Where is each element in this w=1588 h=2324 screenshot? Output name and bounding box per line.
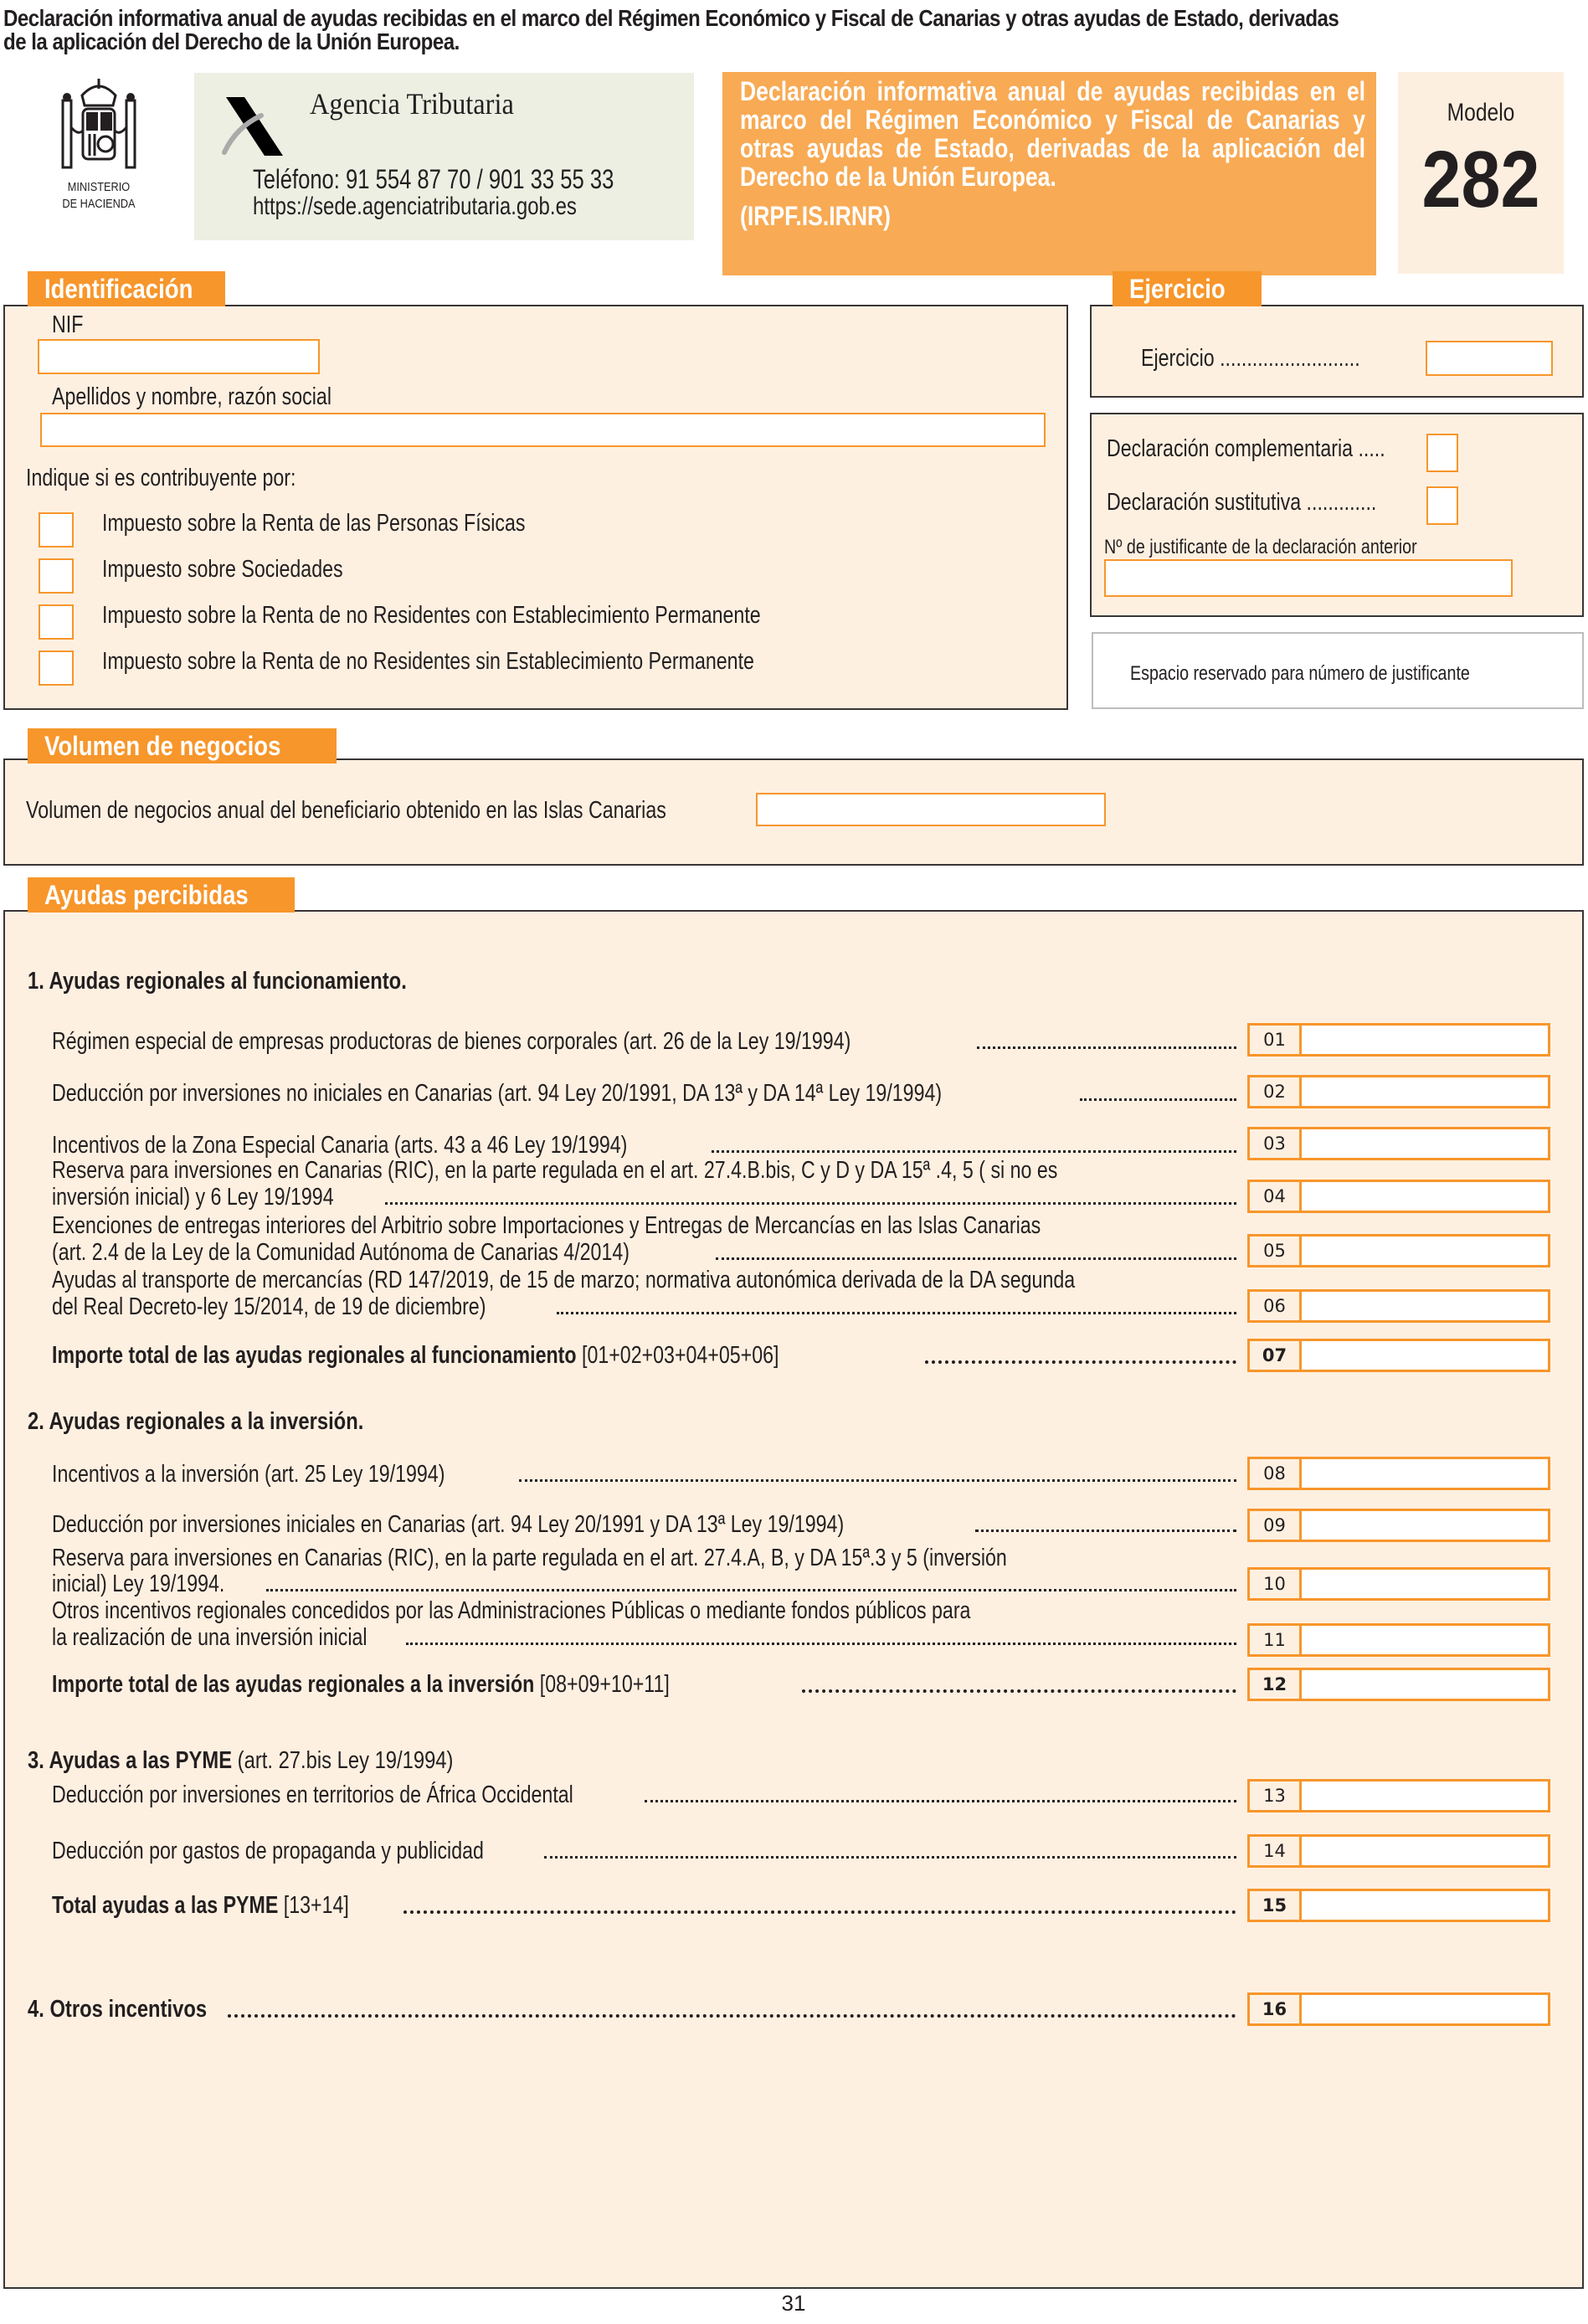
volumen-tab-label: Volumen de negocios: [44, 731, 281, 761]
identificacion-tab: [28, 271, 225, 306]
justificante-anterior-label: Nº de justificante de la declaración anterior: [1104, 536, 1417, 558]
main-title-line2: de la aplicación del Derecho de la Unión Europea.: [3, 28, 460, 54]
box-07-code: 07: [1250, 1341, 1302, 1370]
row-13-text: Deducción por inversiones en territorios de África Occidental: [52, 1782, 573, 1808]
box-07: [1247, 1339, 1550, 1372]
reserved-justificante-label: Espacio reservado para número de justificante: [1130, 662, 1470, 685]
box-16-input[interactable]: [1302, 1995, 1548, 2023]
complementaria-label: Declaración complementaria .....: [1107, 435, 1385, 462]
row-14-leader-dots: [544, 1856, 1236, 1859]
row-08-leader-dots: [519, 1479, 1236, 1482]
box-13: [1247, 1779, 1550, 1812]
box-12-input[interactable]: [1302, 1670, 1548, 1699]
section2-heading: 2. Ayudas regionales a la inversión.: [28, 1408, 364, 1435]
row-09-text: Deducción por inversiones iniciales en Canarias (art. 94 Ley 20/1991 y DA 13ª Ley 19/1994): [52, 1511, 845, 1538]
row-06-text-line2: del Real Decreto-ley 15/2014, de 19 de diciembre): [52, 1293, 486, 1320]
sustitutiva-label: Declaración sustitutiva .............: [1107, 489, 1377, 516]
row-04-leader-dots: [385, 1202, 1236, 1205]
form-title: Declaración informativa anual de ayudas recibidas en el marco del Régimen Económico y Fiscal de Canarias y otras ayudas de Estado, derivadas de la aplicación del Derecho de la Unión Europea.: [740, 76, 1365, 192]
volumen-input[interactable]: [756, 793, 1106, 826]
total-07-text: [52, 1342, 779, 1369]
box-02-code: 02: [1250, 1077, 1302, 1106]
row-13-leader-dots: [645, 1800, 1236, 1802]
irnr-sin-ep-option-label: Impuesto sobre la Renta de no Residentes sin Establecimiento Permanente: [102, 648, 754, 675]
box-08: [1247, 1457, 1550, 1490]
row-05-text-line2: (art. 2.4 de la Ley de la Comunidad Autónoma de Canarias 4/2014): [52, 1239, 630, 1266]
total-15-text: [52, 1892, 349, 1919]
box-03-code: 03: [1250, 1129, 1302, 1158]
box-11-input[interactable]: [1302, 1626, 1548, 1654]
box-01: [1247, 1023, 1550, 1057]
irnr-sin-ep-checkbox[interactable]: [39, 650, 74, 686]
total-07-leader-dots: [925, 1360, 1236, 1364]
box-05: [1247, 1234, 1550, 1267]
box-16: [1247, 1992, 1550, 2026]
box-10-code: 10: [1250, 1570, 1302, 1598]
box-16-code: 16: [1250, 1995, 1302, 2023]
box-15-input[interactable]: [1302, 1891, 1548, 1920]
ejercicio-label: Ejercicio ..........................: [1141, 345, 1360, 372]
row-11-leader-dots: [406, 1643, 1236, 1645]
ministry-label: [49, 179, 149, 213]
agencia-tributaria-logo-icon: [219, 94, 295, 157]
nif-label: NIF: [52, 311, 84, 338]
box-04: [1247, 1180, 1550, 1213]
box-12: [1247, 1668, 1550, 1701]
irpf-option-label: Impuesto sobre la Renta de las Personas Físicas: [102, 510, 526, 537]
main-title-line1: Declaración informativa anual de ayudas recibidas en el marco del Régimen Económico y Fiscal de Canarias y otras ayudas de Estado, derivadas: [3, 5, 1339, 31]
section3-heading-ref: (art. 27.bis Ley 19/1994): [232, 1747, 454, 1774]
box-13-code: 13: [1250, 1782, 1302, 1810]
row-11-text-line1: Otros incentivos regionales concedidos por las Administraciones Públicas o mediante fondos públicos para: [52, 1597, 971, 1624]
nif-input[interactable]: [38, 339, 320, 374]
box-13-input[interactable]: [1302, 1782, 1548, 1810]
box-15-code: 15: [1250, 1891, 1302, 1920]
is-option-label: Impuesto sobre Sociedades: [102, 556, 343, 583]
volumen-tab: [28, 728, 337, 764]
box-02: [1247, 1075, 1550, 1108]
box-03: [1247, 1127, 1550, 1160]
total-07-label: Importe total de las ayudas regionales al funcionamiento: [52, 1342, 577, 1369]
box-05-code: 05: [1250, 1237, 1302, 1265]
ministry-line1: MINISTERIO: [67, 180, 131, 194]
name-input[interactable]: [40, 413, 1046, 447]
taxpayer-prompt: Indique si es contribuyente por:: [26, 465, 296, 491]
box-05-input[interactable]: [1302, 1237, 1548, 1265]
box-15: [1247, 1889, 1550, 1922]
name-label: Apellidos y nombre, razón social: [52, 383, 331, 410]
box-07-input[interactable]: [1302, 1341, 1548, 1370]
box-01-input[interactable]: [1302, 1026, 1548, 1054]
box-04-code: 04: [1250, 1182, 1302, 1211]
box-04-input[interactable]: [1302, 1182, 1548, 1211]
ejercicio-tab-label: Ejercicio: [1129, 274, 1226, 304]
box-08-code: 08: [1250, 1459, 1302, 1488]
row-06-text-line1: Ayudas al transporte de mercancías (RD 147/2019, de 15 de marzo; normativa autonómica derivada de la DA segunda: [52, 1267, 1076, 1293]
box-08-input[interactable]: [1302, 1459, 1548, 1488]
box-06-input[interactable]: [1302, 1292, 1548, 1320]
row-05-text-line1: Exenciones de entregas interiores del Arbitrio sobre Importaciones y Entregas de Mercancías en las Islas Canarias: [52, 1212, 1041, 1239]
total-15-label: Total ayudas a las PYME: [52, 1892, 279, 1919]
row-04-text-line1: Reserva para inversiones en Canarias (RIC), en la parte regulada en el art. 27.4.B.bis, C y D y DA 15ª .4, 5 ( si no es: [52, 1157, 1058, 1184]
box-01-code: 01: [1250, 1026, 1302, 1054]
ejercicio-tab: [1113, 271, 1262, 306]
justificante-anterior-input[interactable]: [1104, 559, 1513, 597]
irnr-con-ep-checkbox[interactable]: [39, 604, 74, 640]
box-10: [1247, 1567, 1550, 1601]
agency-phone: Teléfono: 91 554 87 70 / 901 33 55 33: [253, 164, 614, 194]
ejercicio-input[interactable]: [1426, 341, 1553, 376]
box-11-code: 11: [1250, 1626, 1302, 1654]
row-05-leader-dots: [716, 1257, 1236, 1260]
section3-heading-bold: 3. Ayudas a las PYME: [28, 1747, 233, 1774]
total-12-leader-dots: [802, 1689, 1236, 1693]
box-14-input[interactable]: [1302, 1837, 1548, 1865]
section4-heading: 4. Otros incentivos: [28, 1996, 208, 2023]
row-01-text: Régimen especial de empresas productoras de bienes corporales (art. 26 de la Ley 19/1994): [52, 1028, 851, 1055]
ministry-line2: DE HACIENDA: [62, 197, 136, 211]
row-09-leader-dots: [975, 1530, 1236, 1532]
box-06: [1247, 1289, 1550, 1323]
row-02-leader-dots: [1080, 1098, 1236, 1101]
main-title: [3, 7, 1587, 54]
row-03-text: Incentivos de la Zona Especial Canaria (arts. 43 a 46 Ley 19/1994): [52, 1132, 628, 1159]
irnr-con-ep-option-label: Impuesto sobre la Renta de no Residentes con Establecimiento Permanente: [102, 602, 761, 629]
row-04-text-line2: inversión inicial) y 6 Ley 19/1994: [52, 1184, 334, 1211]
ayudas-tab: [28, 877, 295, 913]
row-14-text: Deducción por gastos de propaganda y publicidad: [52, 1838, 484, 1864]
row-10-text-line1: Reserva para inversiones en Canarias (RIC), en la parte regulada en el art. 27.4.A, B, y DA 15ª.3 y 5 (inversión: [52, 1545, 1007, 1571]
row-08-text: Incentivos a la inversión (art. 25 Ley 19/1994): [52, 1461, 445, 1488]
box-14-code: 14: [1250, 1837, 1302, 1865]
box-03-input[interactable]: [1302, 1129, 1548, 1158]
box-06-code: 06: [1250, 1292, 1302, 1320]
total-15-leader-dots: [403, 1910, 1236, 1914]
row-10-text-line2: inicial) Ley 19/1994.: [52, 1571, 225, 1597]
total-12-formula: [08+09+10+11]: [534, 1671, 670, 1698]
row-01-leader-dots: [977, 1046, 1236, 1049]
page-number: 31: [781, 2291, 806, 2316]
row-06-leader-dots: [557, 1312, 1236, 1314]
box-12-code: 12: [1250, 1670, 1302, 1699]
sustitutiva-checkbox[interactable]: [1426, 486, 1458, 525]
volumen-field-label: Volumen de negocios anual del beneficiario obtenido en las Islas Canarias: [26, 797, 666, 824]
is-checkbox[interactable]: [39, 558, 74, 594]
box-09: [1247, 1509, 1550, 1542]
complementaria-checkbox[interactable]: [1426, 434, 1458, 472]
row-10-leader-dots: [266, 1589, 1236, 1591]
form-subtitle: (IRPF.IS.IRNR): [740, 201, 892, 231]
box-10-input[interactable]: [1302, 1570, 1548, 1598]
box-09-code: 09: [1250, 1511, 1302, 1540]
box-11: [1247, 1623, 1550, 1657]
modelo-label: Modelo: [1447, 99, 1515, 126]
total-12-label: Importe total de las ayudas regionales a la inversión: [52, 1671, 535, 1698]
agency-url: https://sede.agenciatributaria.gob.es: [253, 193, 577, 220]
box-02-input[interactable]: [1302, 1077, 1548, 1106]
total-12-text: [52, 1671, 670, 1698]
irpf-checkbox[interactable]: [39, 512, 74, 548]
total-07-formula: [01+02+03+04+05+06]: [576, 1342, 779, 1369]
section3-heading: [28, 1747, 453, 1775]
section1-heading: 1. Ayudas regionales al funcionamiento.: [28, 968, 407, 995]
row-03-leader-dots: [712, 1150, 1236, 1153]
ayudas-tab-label: Ayudas percibidas: [44, 880, 249, 910]
box-14: [1247, 1834, 1550, 1868]
box-09-input[interactable]: [1302, 1511, 1548, 1540]
section4-leader-dots: [228, 2014, 1236, 2018]
row-11-text-line2: la realización de una inversión inicial: [52, 1624, 367, 1651]
agency-name: Agencia Tributaria: [310, 87, 514, 121]
modelo-number: 282: [1421, 135, 1540, 224]
identificacion-tab-label: Identificación: [44, 274, 193, 304]
total-15-formula: [13+14]: [278, 1892, 349, 1919]
row-02-text: Deducción por inversiones no iniciales en Canarias (art. 94 Ley 20/1991, DA 13ª y DA 14ª Ley 19/1994): [52, 1080, 943, 1107]
